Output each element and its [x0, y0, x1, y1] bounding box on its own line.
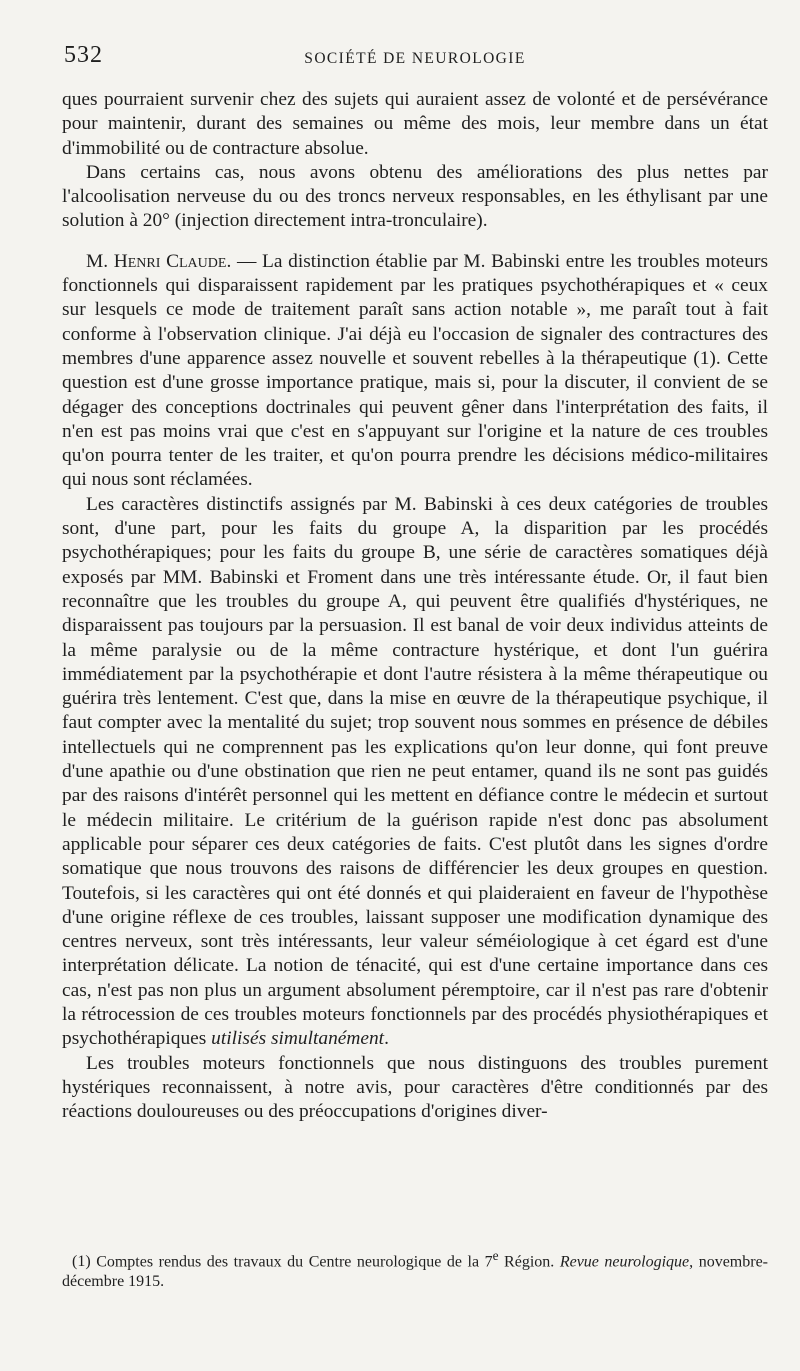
paragraph-text: . Cette question est d'une grosse importance pratique, mais si, pour la discuter, il convient de se dégager des conceptions doctrinales qui peuvent gêner dans l'interprétation des faits, il n'en est pas moins vrai que c'est en s'appuyant sur l'origine et la nature de ces troubles qu'on pourra tenter de les traiter, et qu'on pourra prendre les décisions médico-militaires qui nous sont réclamées. — [62, 347, 768, 491]
paragraph-troubles — [62, 1052, 768, 1125]
footnote-mark: (1) — [72, 1253, 91, 1271]
journal-title: Revue neurologique — [559, 1253, 690, 1271]
paragraph-continuation — [62, 88, 768, 161]
body-text — [62, 88, 768, 1124]
italic-emphasis: utilisés simultanément — [211, 1028, 385, 1050]
paragraph-alcoolisation — [62, 161, 768, 234]
footnote-text: Comptes rendus des travaux du Centre neurologique de la 7 — [90, 1253, 493, 1271]
speaker-name: M. Henri Claude. — [86, 250, 232, 272]
footnote-superscript: e — [492, 1248, 499, 1263]
page-number: 532 — [64, 42, 103, 68]
footnote — [62, 1246, 768, 1292]
footnote-text: Région. — [498, 1253, 560, 1271]
paragraph-text: Les caractères distinctifs assignés par M. Babinski à ces deux catégories de troubles sont, d'une part, pour les faits du groupe A, la disparition par les procédés psychothérapiques; pour les faits du groupe B, une série de caractères somatiques déjà exposés par MM. Babinski et Froment dans une très intéressante étude. Or, il faut bien reconnaître que les troubles du groupe A, qui peuvent être qualifiés d'hystériques, ne disparaissent pas toujours par la persuasion. Il est banal de voir deux individus atteints de la même paralysie ou de la même contracture hystérique, et dont l'un guérira immédiatement par la psychothérapie et dont l'autre résistera à la même thérapeutique ou guérira très lentement. C'est que, dans la mise en œuvre de la thérapeutique psychique, il faut compter avec la mentalité du sujet; trop souvent nous sommes en présence de débiles intellectuels qui ne comprennent pas les explications qu'on leur donne, qui font preuve d'une apathie ou d'une obstination que rien ne peut entamer, quand ils ne sont pas guidés par des raisons d'intérêt personnel qui les mettent en défiance contre le médecin et surtout le médecin militaire. Le critérium de la guérison rapide n'est donc pas absolument applicable pour séparer ces deux catégories de faits. C'est plutôt dans les signes d'ordre somatique que nous trouvons des raisons de différencier les deux groupes en question. Toutefois, si les caractères qui ont été donnés et qui plaideraient en faveur de l'hypothèse d'une origine réflexe de ces troubles, laissant supposer une modification dynamique des centres nerveux, sont très intéressants, leur valeur séméiologique à cet égard est d'une interprétation délicate. La notion de ténacité, qui est d'une certaine importance dans ces cas, n'est pas non plus un argument absolument péremptoire, car il n'est pas rare d'obtenir la rétrocession de ces troubles moteurs fonctionnels par des procédés physiothérapiques et psychothérapiques — [62, 493, 768, 1050]
paragraph-claude-intro — [62, 250, 768, 493]
paragraph-text: — La distinction établie par M. Babinski entre les troubles moteurs fonctionnels qui disparaissent rapidement par les pratiques psychothérapiques et « ceux sur lesquels ce mode de traitement paraît sans action notable », me paraît tout à fait conforme à l'observation clinique. J'ai déjà eu l'occasion de signaler des contractures des membres d'une apparence assez nouvelle et souvent rebelles à la thérapeutique — [62, 250, 768, 369]
page-header — [62, 42, 768, 72]
paragraph-gap — [62, 234, 768, 250]
paragraph-text: Les troubles moteurs fonctionnels que nous distinguons des troubles purement hystériques reconnaissent, à notre avis, pour caractères d'être conditionnés par des réactions douloureuses ou des préoccupations d'origines diver- — [62, 1052, 768, 1123]
footnote-reference[interactable]: (1) — [693, 347, 716, 369]
paragraph-text: ques pourraient survenir chez des sujets qui auraient assez de volonté et de persévérance pour maintenir, durant des semaines ou même des mois, leur membre dans un état d'immobilité ou de contracture absolue. — [62, 89, 768, 159]
paragraph-text: . — [384, 1028, 389, 1050]
running-head: SOCIÉTÉ DE NEUROLOGIE — [304, 50, 526, 67]
paragraph-text: Dans certains cas, nous avons obtenu des améliorations des plus nettes par l'alcoolisation nerveuse du ou des troncs nerveux responsables, en les éthylisant par une solution à 20° (injection directement intra-tronculaire). — [62, 161, 768, 232]
paragraph-caracteres — [62, 493, 768, 1052]
footnote-text: , novembre-décembre 1915. — [62, 1253, 768, 1291]
